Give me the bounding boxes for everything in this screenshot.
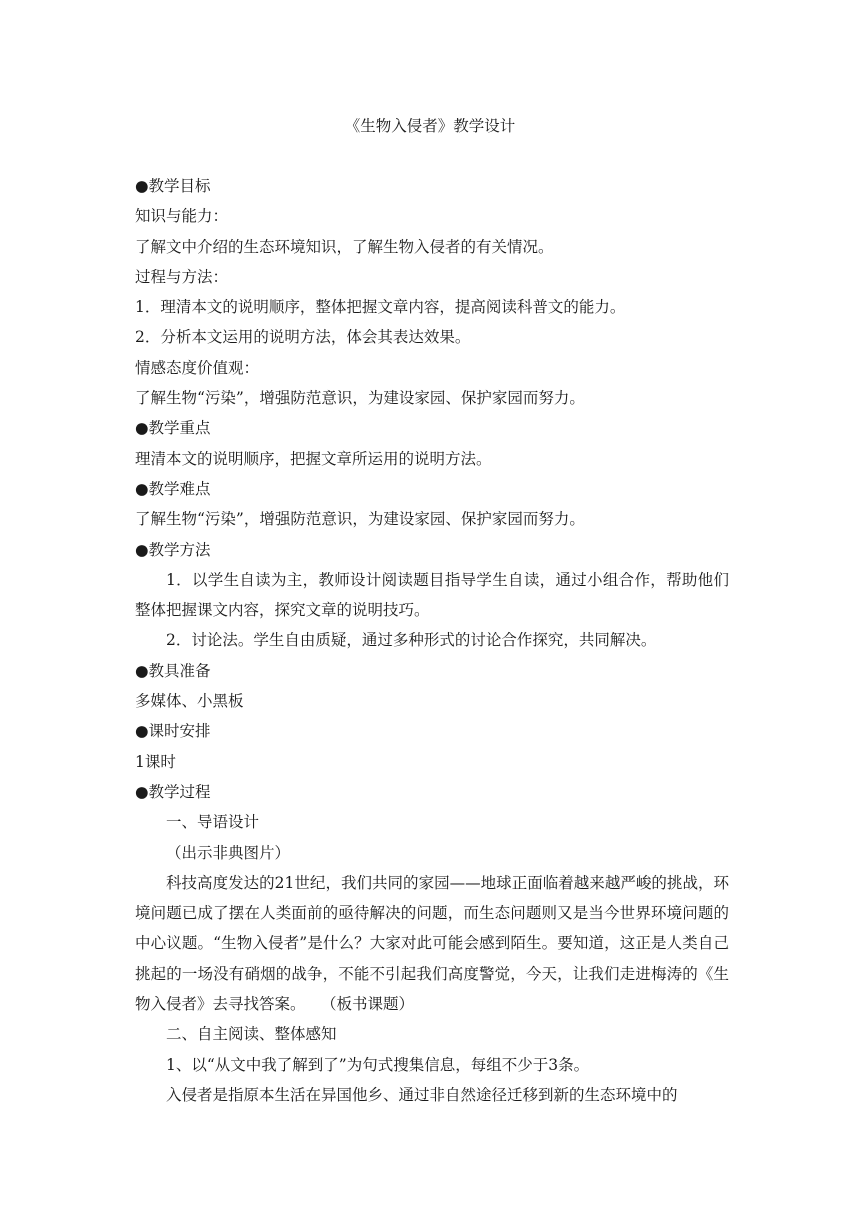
paragraph-text: 入侵者是指原本生活在异国他乡、通过非自然途径迁移到新的生态环境中的 <box>166 1085 678 1104</box>
list-item: 2．分析本文运用的说明方法，体会其表达效果。 <box>135 328 471 347</box>
document-body <box>135 171 729 1110</box>
method-paragraph-2: 2．讨论法。学生自由质疑，通过多种形式的讨论合作探究，共同解决。 <box>166 631 657 650</box>
heading-process: ●教学过程 <box>135 782 211 801</box>
subheading-process: 过程与方法： <box>135 267 229 286</box>
paragraph-text: 多媒体、小黑板 <box>135 692 244 711</box>
list-item: 1、以“从文中我了解到了”为句式搜集信息，每组不少于3条。 <box>166 1055 590 1074</box>
section-intro-design: 一、导语设计 <box>166 813 260 832</box>
paragraph-text: 理清本文的说明顺序，把握文章所运用的说明方法。 <box>135 449 492 468</box>
heading-materials: ●教具准备 <box>135 661 211 680</box>
heading-difficulties: ●教学难点 <box>135 479 211 498</box>
subheading-attitude: 情感态度价值观： <box>135 358 260 377</box>
document-title: 《生物入侵者》教学设计 <box>344 117 516 135</box>
method-paragraph-1: 1．以学生自读为主，教师设计阅读题目指导学生自读，通过小组合作，帮助他们整体把握课文内容，探究文章的说明技巧。 <box>135 570 729 620</box>
paragraph-text: 1课时 <box>135 752 176 771</box>
heading-schedule: ●课时安排 <box>135 722 211 741</box>
heading-methods: ●教学方法 <box>135 540 211 559</box>
list-item: 1．理清本文的说明顺序，整体把握文章内容，提高阅读科普文的能力。 <box>135 298 626 317</box>
subheading-knowledge: 知识与能力： <box>135 207 229 226</box>
heading-key-points: ●教学重点 <box>135 419 211 438</box>
section-self-reading: 二、自主阅读、整体感知 <box>166 1025 337 1044</box>
heading-teaching-goals: ●教学目标 <box>135 177 211 195</box>
paragraph-text: 了解生物“污染”，增强防范意识，为建设家园、保护家园而努力。 <box>135 389 585 408</box>
paragraph-text: 了解生物“污染”，增强防范意识，为建设家园、保护家园而努力。 <box>135 510 585 529</box>
intro-paragraph: 科技高度发达的21世纪，我们共同的家园——地球正面临着越来越严峻的挑战，环境问题已成了摆在人类面前的亟待解决的问题，而生态问题则又是当今世界环境问题的中心议题。“生物入侵者”是什么？大家对此可能会感到陌生。要知道，这正是人类自己挑起的一场没有硝烟的战争，不能不引起我们高度警觉，今天，让我们走进梅涛的《生物入侵者》去寻找答案。 （板书课题） <box>135 873 729 1014</box>
paragraph-text: 了解文中介绍的生态环境知识，了解生物入侵者的有关情况。 <box>135 237 554 256</box>
paragraph-text: （出示非典图片） <box>166 843 291 862</box>
